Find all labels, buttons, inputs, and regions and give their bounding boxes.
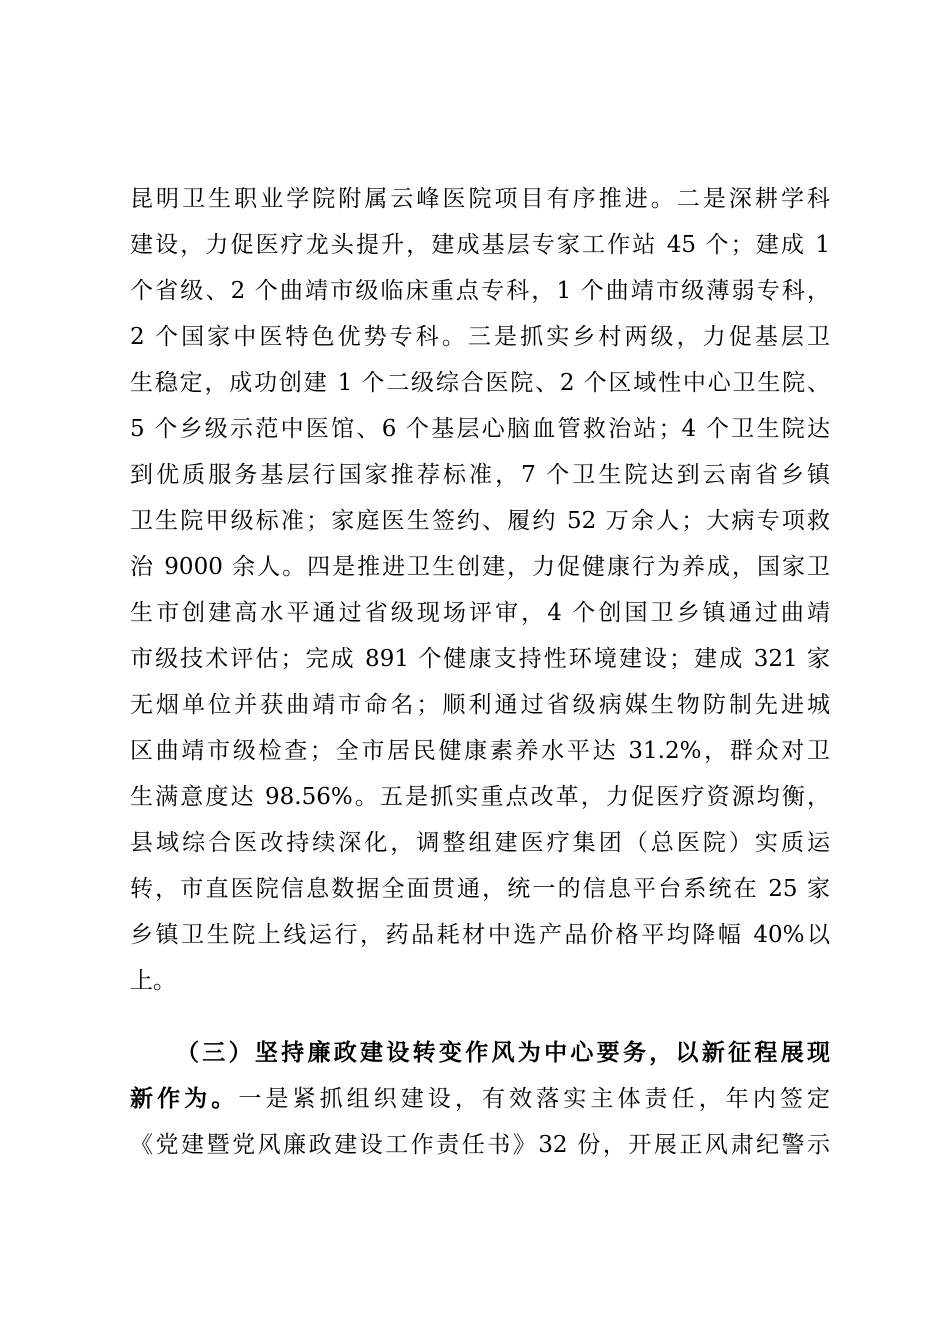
paragraph-line: 个省级、2 个曲靖市级临床重点专科，1 个曲靖市级薄弱专科，: [130, 278, 830, 304]
paragraph-line: 乡镇卫生院上线运行，药品耗材中选产品价格平均降幅 40%以: [130, 922, 830, 948]
paragraph-line: [130, 1076, 830, 1122]
paragraph-line: 卫生院甲级标准；家庭医生签约、履约 52 万余人；大病专项救: [130, 508, 830, 534]
paragraph-line: 5 个乡级示范中医馆、6 个基层心脑血管救治站；4 个卫生院达: [130, 416, 830, 442]
paragraph-line: 上。: [130, 968, 176, 994]
paragraph-line: 生市创建高水平通过省级现场评审，4 个创国卫乡镇通过曲靖: [130, 600, 830, 626]
section-heading-end: 新作为。: [130, 1085, 239, 1112]
paragraph-line: 建设，力促医疗龙头提升，建成基层专家工作站 45 个；建成 1: [130, 232, 830, 258]
section-heading-line: （三）坚持廉政建设转变作风为中心要务，以新征程展现: [176, 1039, 830, 1066]
paragraph-line: 2 个国家中医特色优势专科。三是抓实乡村两级，力促基层卫: [130, 324, 830, 350]
section-paragraph: [130, 1030, 830, 1168]
paragraph-text: 一是紧抓组织建设，有效落实主体责任，年内签定: [238, 1086, 830, 1112]
paragraph-line: 生满意度达 98.56%。五是抓实重点改革，力促医疗资源均衡，: [130, 784, 830, 810]
paragraph-line: 到优质服务基层行国家推荐标准，7 个卫生院达到云南省乡镇: [130, 462, 830, 488]
paragraph-line: 转，市直医院信息数据全面贯通，统一的信息平台系统在 25 家: [130, 876, 830, 902]
paragraph-line: 《党建暨党风廉政建设工作责任书》32 份，开展正风肃纪警示: [130, 1132, 830, 1158]
paragraph-line: 市级技术评估；完成 891 个健康支持性环境建设；建成 321 家: [130, 646, 830, 672]
paragraph-line: 生稳定，成功创建 1 个二级综合医院、2 个区域性中心卫生院、: [130, 370, 830, 396]
body-paragraph: [130, 176, 830, 1004]
paragraph-line: 无烟单位并获曲靖市命名；顺利通过省级病媒生物防制先进城: [130, 692, 830, 718]
paragraph-line: 县域综合医改持续深化，调整组建医疗集团（总医院）实质运: [130, 830, 830, 856]
paragraph-line: 区曲靖市级检查；全市居民健康素养水平达 31.2%，群众对卫: [130, 738, 830, 764]
paragraph-line: 昆明卫生职业学院附属云峰医院项目有序推进。二是深耕学科: [130, 186, 830, 212]
paragraph-line: 治 9000 余人。四是推进卫生创建，力促健康行为养成，国家卫: [130, 554, 830, 580]
